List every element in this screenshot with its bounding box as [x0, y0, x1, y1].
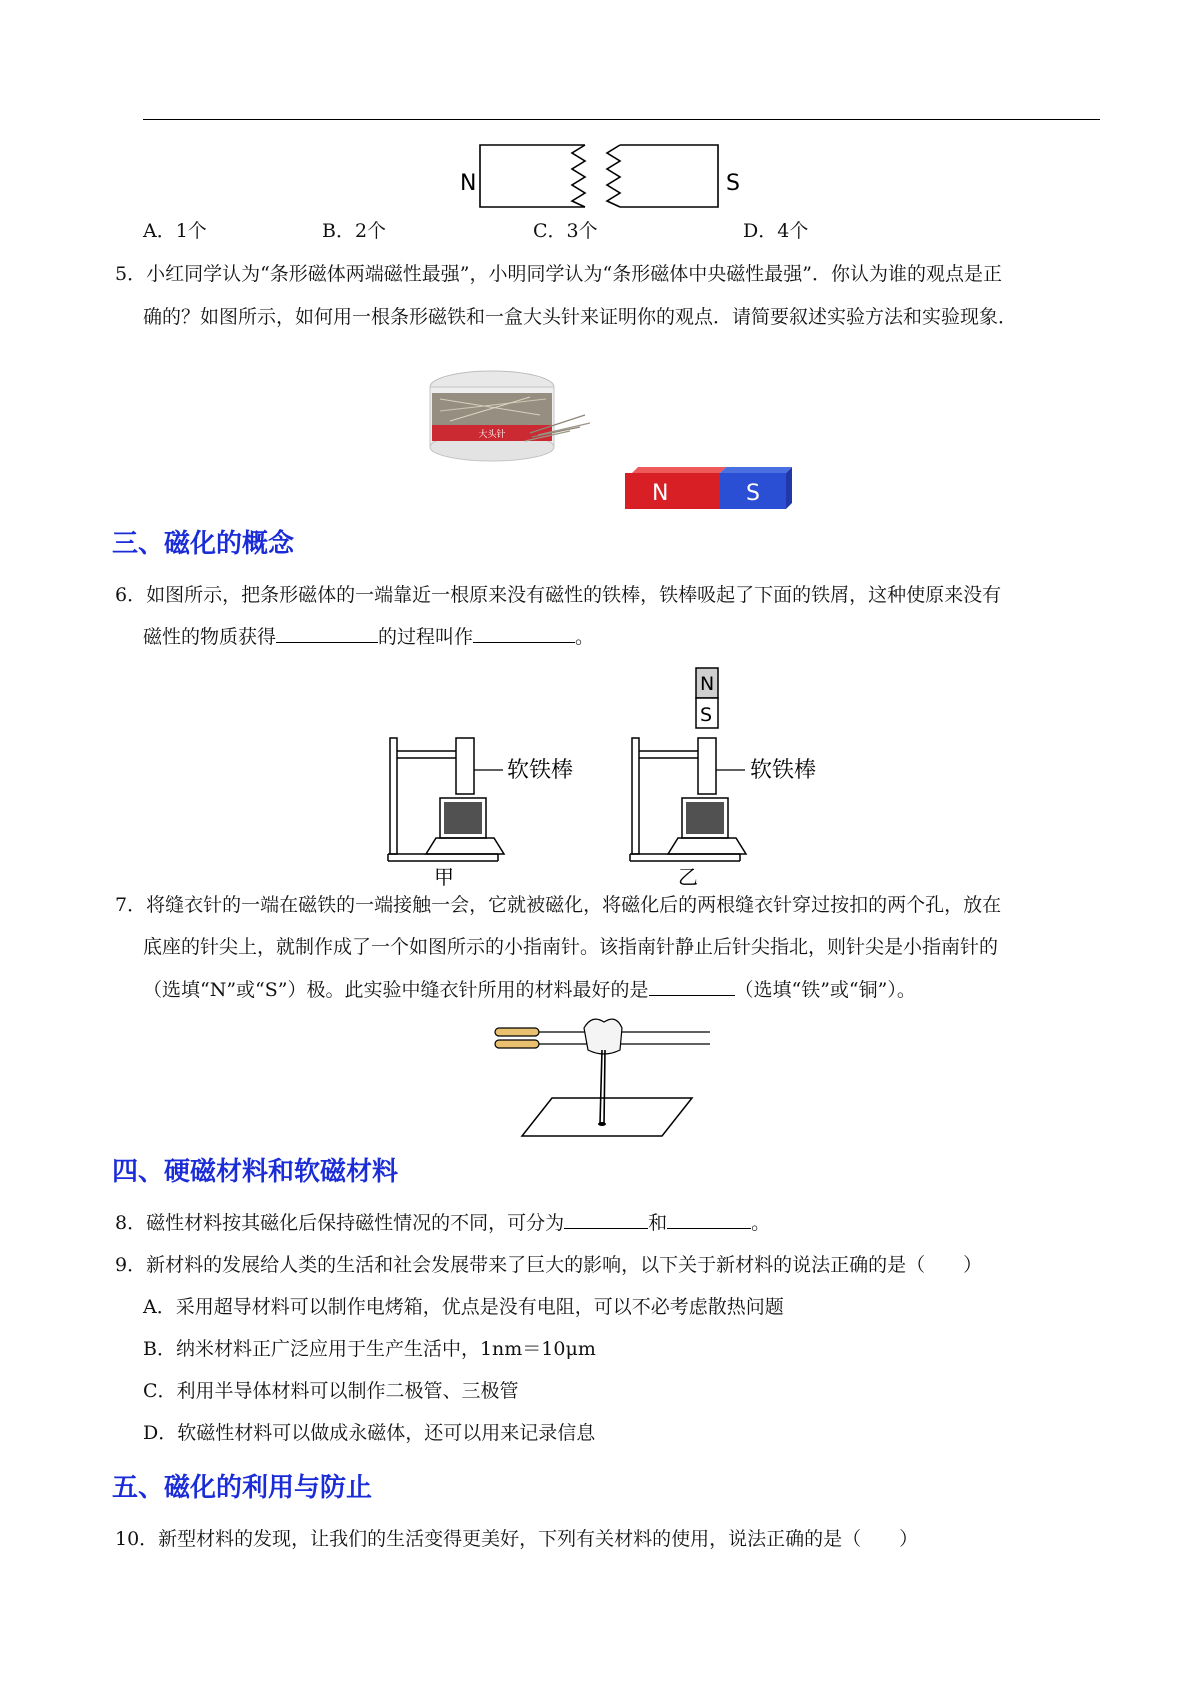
q7-line-3 — [143, 977, 916, 1003]
q8-line — [115, 1210, 770, 1236]
q9-option-b[interactable]: B．纳米材料正广泛应用于生产生活中，1nm＝10μm — [143, 1338, 596, 1360]
q5-figure — [420, 355, 800, 515]
q9-option-a[interactable]: A．采用超导材料可以制作电烤箱，优点是没有电阻，可以不必考虑散热问题 — [143, 1296, 784, 1318]
q6-blank-2[interactable] — [473, 624, 575, 643]
q7-compass-figure — [492, 1014, 722, 1144]
pin-box-label: 大头针 — [478, 430, 506, 440]
q5-line-2: 确的？如图所示，如何用一根条形磁铁和一盒大头针来证明你的观点．请简要叙述实验方法和实验现象． — [143, 306, 1018, 328]
q7-text-a: （选填“N”或“S”）极。此实验中缝衣针所用的材料最好的是 — [143, 979, 649, 1001]
magnet-n-yi: N — [700, 673, 715, 695]
stand-yi — [630, 668, 816, 889]
q7-text-b: （选填“铁”或“铜”）。 — [734, 979, 916, 1001]
q9-option-c[interactable]: C．利用半导体材料可以制作二极管、三极管 — [143, 1380, 519, 1402]
caption-jia: 甲 — [434, 865, 454, 889]
q9-option-d[interactable]: D．软磁性材料可以做成永磁体，还可以用来记录信息 — [143, 1422, 596, 1444]
q4-option-b[interactable]: B．2个 — [322, 220, 387, 242]
q6-line-2 — [143, 624, 594, 650]
q9-stem: 9．新材料的发展给人类的生活和社会发展带来了巨大的影响，以下关于新材料的说法正确的是（ ） — [115, 1254, 983, 1276]
q6-text-a: 磁性的物质获得 — [143, 626, 277, 648]
q4-magnet-figure — [460, 145, 740, 225]
q7-line-2: 底座的针尖上，就制作成了一个如图所示的小指南针。该指南针静止后针尖指北，则针尖是小指南针的 — [143, 936, 999, 958]
q6-line-1: 6．如图所示，把条形磁体的一端靠近一根原来没有磁性的铁棒，铁棒吸起了下面的铁屑，这种使原来没有 — [115, 584, 1002, 606]
q7-blank[interactable] — [649, 977, 735, 996]
q8-blank-2[interactable] — [667, 1210, 751, 1229]
q7-line-1: 7．将缝衣针的一端在磁铁的一端接触一会，它就被磁化，将磁化后的两根缝衣针穿过按扣的两个孔，放在 — [115, 894, 1002, 916]
section-4-heading: 四、硬磁材料和软磁材料 — [112, 1157, 399, 1187]
label-jia-soft-iron: 软铁棒 — [507, 758, 574, 783]
q6-text-c: 。 — [575, 626, 595, 648]
q8-text-a: 8．磁性材料按其磁化后保持磁性情况的不同，可分为 — [115, 1212, 565, 1234]
pin-box — [430, 371, 590, 461]
header-rule — [143, 119, 1100, 120]
section-5-heading: 五、磁化的利用与防止 — [112, 1473, 373, 1503]
q10-stem: 10．新型材料的发现，让我们的生活变得更美好，下列有关材料的使用，说法正确的是（ ） — [115, 1528, 919, 1550]
q6-text-b: 的过程叫作 — [378, 626, 474, 648]
q8-text-c: 。 — [751, 1212, 771, 1234]
magnet-s-yi: S — [700, 704, 713, 726]
section-3-heading: 三、磁化的概念 — [112, 529, 295, 559]
stand-jia — [388, 738, 573, 889]
q4-pole-n: N — [460, 171, 477, 196]
bar-magnet — [625, 467, 792, 509]
q4-pole-s: S — [726, 171, 740, 196]
q8-blank-1[interactable] — [564, 1210, 648, 1229]
q6-figure — [380, 668, 860, 888]
q6-blank-1[interactable] — [276, 624, 378, 643]
q4-option-c[interactable]: C．3个 — [533, 220, 598, 242]
q8-text-b: 和 — [648, 1212, 668, 1234]
caption-yi: 乙 — [678, 865, 698, 889]
q5-line-1: 5．小红同学认为“条形磁体两端磁性最强”，小明同学认为“条形磁体中央磁性最强”．你认为谁的观点是正 — [115, 263, 1002, 285]
bar-magnet-n: N — [652, 481, 669, 506]
q4-option-d[interactable]: D．4个 — [743, 220, 809, 242]
q4-option-a[interactable]: A．1个 — [143, 220, 207, 242]
bar-magnet-s: S — [746, 481, 760, 506]
label-yi-soft-iron: 软铁棒 — [750, 758, 817, 783]
